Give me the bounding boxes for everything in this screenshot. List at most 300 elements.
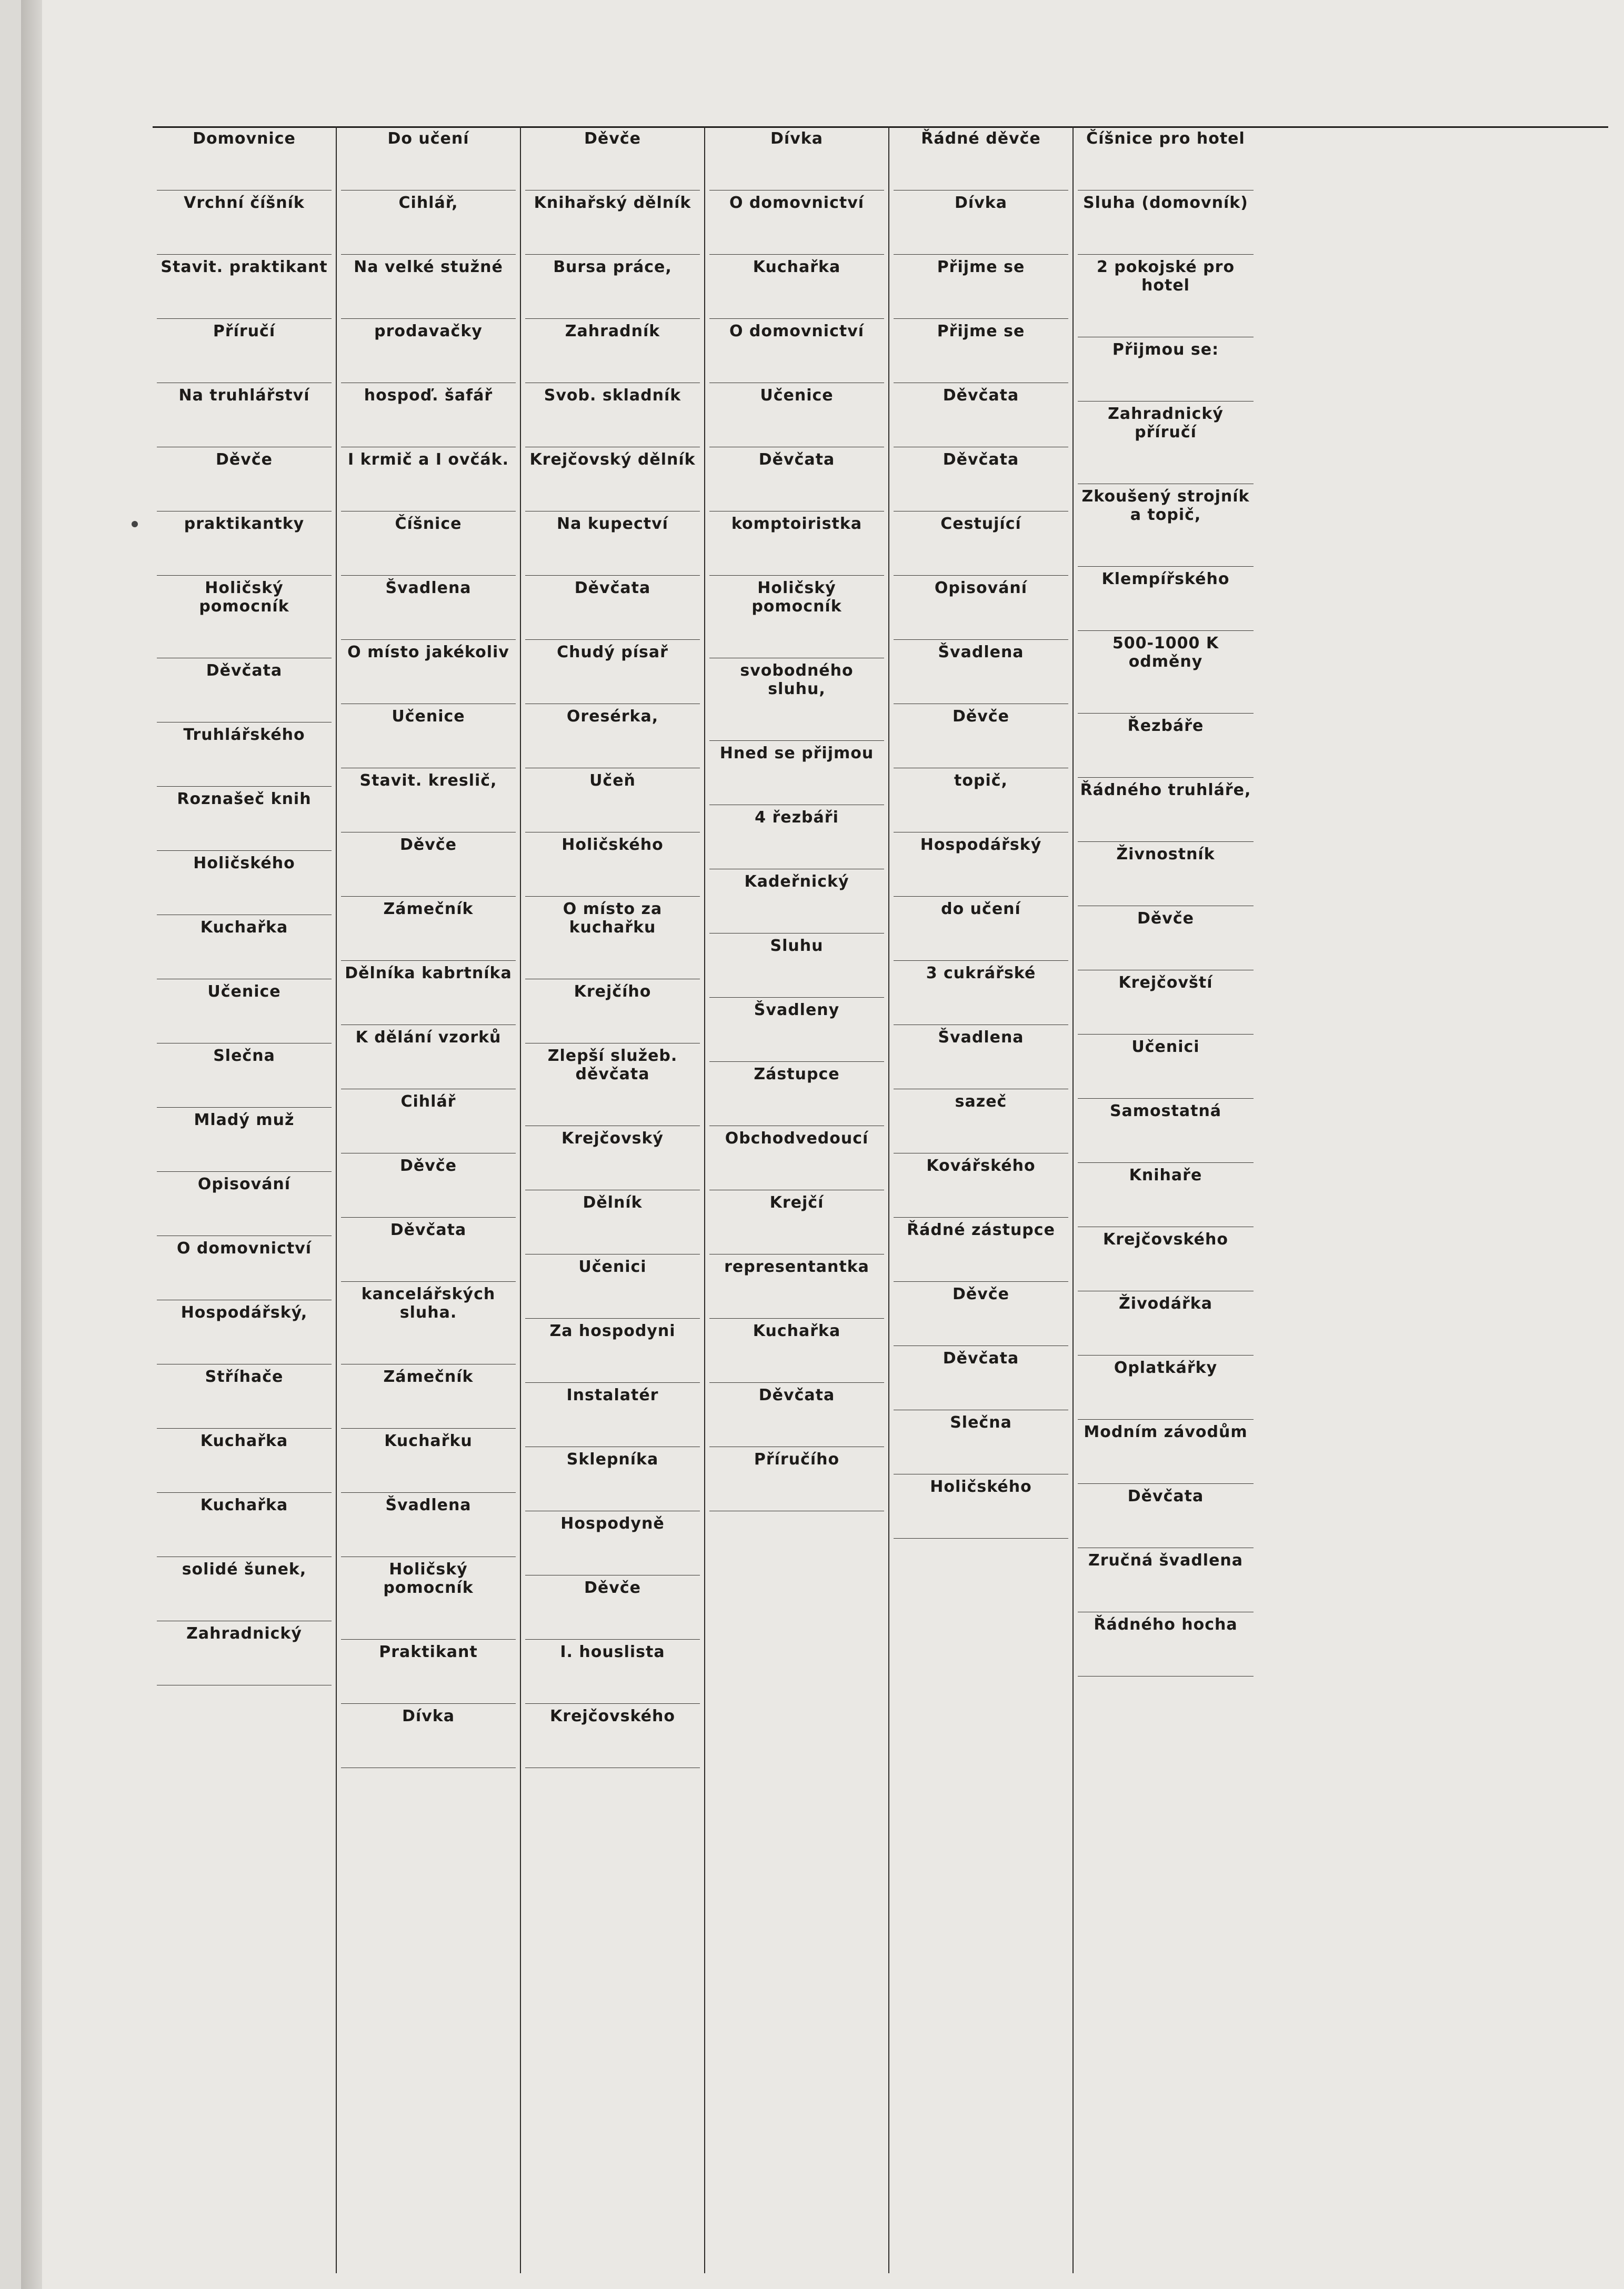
ad-body-text-illegible (525, 791, 700, 829)
ad-body-text-illegible (894, 277, 1068, 315)
ad-body-text-illegible (341, 342, 516, 379)
classified-ad (341, 383, 516, 447)
ad-body-text-illegible (157, 617, 332, 655)
ad-body-text-illegible (341, 277, 516, 315)
ad-heading: Řezbáře (1127, 717, 1204, 735)
classified-ad (341, 1704, 516, 1768)
classified-ad (1078, 255, 1254, 337)
ad-heading: Bursa práce, (553, 258, 672, 276)
ad-body-text-illegible (157, 1580, 332, 1618)
ad-body-text-illegible (525, 1534, 700, 1572)
classified-ad (709, 1126, 884, 1190)
classified-ad (709, 447, 884, 511)
classified-ad (1078, 778, 1254, 842)
ad-column (705, 126, 889, 2273)
ad-heading: Kuchařka (200, 1432, 288, 1450)
ad-heading: Za hospodyni (549, 1322, 676, 1340)
ad-heading: Zlepší služeb. děvčata (547, 1047, 678, 1083)
classified-ad (525, 1126, 700, 1190)
classified-ad (157, 511, 332, 576)
ad-heading: Na velké stužné (354, 258, 503, 276)
ad-heading: Děvčata (574, 579, 651, 597)
ad-body-text-illegible (525, 1085, 700, 1122)
classified-ad (1078, 1356, 1254, 1420)
ad-heading: Kuchařka (753, 1322, 841, 1340)
classified-ad (525, 1190, 700, 1254)
ad-body-text-illegible (1078, 589, 1254, 627)
classified-ad (894, 255, 1068, 319)
ad-heading: Děvče (1137, 909, 1194, 928)
ad-heading: Přijme se (937, 258, 1025, 276)
classified-ad (157, 915, 332, 979)
classified-ad (341, 447, 516, 511)
classified-ad (341, 1557, 516, 1640)
classified-ad (157, 1493, 332, 1557)
classified-ad (157, 1108, 332, 1172)
ad-heading: Krejčího (574, 982, 651, 1001)
ad-body-text-illegible (341, 1323, 516, 1361)
ad-body-text-illegible (709, 470, 884, 508)
classified-ad (709, 1254, 884, 1319)
ad-body-text-illegible (1078, 1186, 1254, 1223)
ad-heading: Švadlena (385, 579, 472, 597)
ad-heading: Hospodářský (920, 836, 1042, 854)
ad-heading: Učenici (578, 1258, 647, 1276)
newspaper-page (21, 0, 1624, 2289)
classified-ad (157, 126, 332, 190)
ad-heading: Řádné zástupce (907, 1221, 1055, 1239)
classified-ad (709, 998, 884, 1062)
ad-body-text-illegible (709, 764, 884, 801)
classified-ad (709, 933, 884, 998)
ad-heading: Děvče (216, 450, 273, 469)
classified-ad (157, 383, 332, 447)
classified-ad (1078, 906, 1254, 970)
ad-body-text-illegible (157, 1002, 332, 1040)
classified-ad (1078, 1484, 1254, 1548)
ad-body-text-illegible (894, 406, 1068, 444)
ad-body-text-illegible (341, 1451, 516, 1489)
ad-heading: Obchodvedoucí (725, 1129, 869, 1148)
ad-heading: Cestující (940, 515, 1021, 533)
page-binding-edge (21, 0, 42, 2289)
ad-heading: Kuchařka (200, 918, 288, 937)
ad-heading: Modním závodům (1084, 1423, 1248, 1441)
ad-heading: Přijmou se: (1112, 340, 1219, 359)
ad-body-text-illegible (894, 1433, 1068, 1471)
classified-ad (1078, 970, 1254, 1035)
classified-columns (153, 126, 1624, 2273)
classified-ad (525, 768, 700, 832)
ad-heading: Kuchařka (200, 1496, 288, 1514)
ad-body-text-illegible (525, 406, 700, 444)
classified-ad (709, 576, 884, 658)
ad-heading: Krejčovského (1103, 1230, 1228, 1249)
classified-ad (709, 1447, 884, 1511)
ad-body-text-illegible (525, 1002, 700, 1040)
ad-heading: Mladý muž (194, 1111, 295, 1129)
classified-ad (157, 851, 332, 915)
ad-body-text-illegible (525, 342, 700, 379)
classified-ad (341, 1153, 516, 1218)
ad-heading: Krejčovský (562, 1129, 664, 1148)
ad-heading: Holičský pomocník (751, 579, 842, 616)
ad-body-text-illegible (1078, 736, 1254, 774)
classified-ad (341, 832, 516, 897)
classified-ad (894, 1025, 1068, 1089)
ad-heading: solidé šunek, (182, 1560, 307, 1579)
ad-heading: Instalatér (566, 1386, 659, 1404)
classified-ad (525, 1704, 700, 1768)
ad-body-text-illegible (894, 791, 1068, 829)
classified-ad (341, 511, 516, 576)
classified-ad (1078, 1291, 1254, 1356)
ad-heading: Kuchařka (753, 258, 841, 276)
ad-heading: Holičského (562, 836, 664, 854)
ad-body-text-illegible (525, 1405, 700, 1443)
classified-ad (1078, 631, 1254, 714)
classified-ad (1078, 1227, 1254, 1291)
ad-heading: Živodářka (1119, 1294, 1212, 1313)
ad-heading: Děvčata (758, 1386, 835, 1404)
ad-body-text-illegible (525, 534, 700, 572)
ad-heading: Švadlena (385, 1496, 472, 1514)
ad-body-text-illegible (894, 1304, 1068, 1342)
classified-ad (157, 255, 332, 319)
ad-heading: Sklepníka (566, 1450, 659, 1469)
ad-heading: Řádné děvče (921, 129, 1041, 148)
ad-body-text-illegible (894, 855, 1068, 893)
classified-ad (894, 1474, 1068, 1539)
ad-body-text-illegible (1078, 672, 1254, 710)
ad-heading: svobodného sluhu, (740, 661, 854, 698)
ad-heading: Holičský pomocník (199, 579, 289, 616)
ad-heading: Krejčovský dělník (529, 450, 696, 469)
ad-heading: O místo za kuchařku (563, 900, 663, 937)
ad-heading: Domovnice (193, 129, 296, 148)
ad-heading: Knihaře (1129, 1166, 1202, 1184)
ad-body-text-illegible (709, 1405, 884, 1443)
ad-body-text-illegible (894, 662, 1068, 700)
ad-heading: Knihařský dělník (534, 194, 691, 212)
ad-body-text-illegible (894, 342, 1068, 379)
ad-body-text-illegible (709, 149, 884, 187)
ad-body-text-illegible (709, 828, 884, 866)
ad-body-text-illegible (341, 855, 516, 893)
classified-ad (1078, 190, 1254, 255)
ad-column (337, 126, 521, 2273)
classified-ad (341, 1025, 516, 1089)
ad-heading: 2 pokojské pro hotel (1096, 258, 1235, 295)
ad-body-text-illegible (525, 1662, 700, 1700)
ad-heading: representantka (724, 1258, 869, 1276)
ad-heading: komptoiristka (731, 515, 863, 533)
ad-heading: Vrchní číšník (184, 194, 305, 212)
classified-ad (894, 1218, 1068, 1282)
ad-body-text-illegible (709, 213, 884, 251)
ad-body-text-illegible (709, 1085, 884, 1122)
classified-ad (341, 1282, 516, 1364)
classified-ad (894, 704, 1068, 768)
ad-heading: Učenice (207, 982, 281, 1001)
ad-heading: O domovnictví (729, 322, 865, 340)
ad-heading: Děvčata (943, 1349, 1019, 1368)
classified-ad (341, 897, 516, 961)
ad-heading: topič, (954, 771, 1008, 790)
ad-body-text-illegible (894, 919, 1068, 957)
ad-body-text-illegible (709, 1213, 884, 1251)
ad-heading: Hospodářský, (181, 1303, 308, 1322)
ad-body-text-illegible (525, 470, 700, 508)
ad-body-text-illegible (894, 1369, 1068, 1407)
classified-ad (157, 979, 332, 1043)
classified-ad (1078, 1035, 1254, 1099)
ad-body-text-illegible (157, 470, 332, 508)
ad-heading: Dívka (402, 1707, 455, 1725)
ad-body-text-illegible (525, 1341, 700, 1379)
ad-body-text-illegible (157, 809, 332, 847)
ad-heading: Děvče (400, 836, 457, 854)
ad-body-text-illegible (341, 1387, 516, 1425)
ad-body-text-illegible (157, 1644, 332, 1682)
ad-body-text-illegible (341, 1240, 516, 1278)
ad-heading: Děvče (584, 129, 641, 148)
ad-heading: Děvče (584, 1579, 641, 1597)
ad-body-text-illegible (1078, 1507, 1254, 1544)
ad-body-text-illegible (1078, 929, 1254, 967)
ad-heading: Dívka (770, 129, 823, 148)
classified-ad (341, 255, 516, 319)
ad-heading: Švadlena (938, 643, 1024, 661)
classified-ad (157, 576, 332, 658)
classified-ad (894, 383, 1068, 447)
ad-heading: Děvče (953, 1285, 1009, 1303)
classified-ad (1078, 337, 1254, 401)
classified-ad (709, 1190, 884, 1254)
classified-ad (525, 383, 700, 447)
ad-body-text-illegible (1078, 800, 1254, 838)
ad-heading: Řádného hocha (1094, 1615, 1238, 1634)
ad-heading: Oplatkářky (1114, 1359, 1218, 1377)
ad-body-text-illegible (709, 1341, 884, 1379)
ad-heading: Cihlář, (398, 194, 458, 212)
ad-column (153, 126, 337, 2273)
ad-body-text-illegible (1078, 1057, 1254, 1095)
classified-ad (341, 1089, 516, 1153)
classified-ad (709, 319, 884, 383)
ad-heading: Oresérka, (566, 707, 659, 726)
classified-ad (525, 1319, 700, 1383)
classified-ad (525, 704, 700, 768)
ad-body-text-illegible (1078, 1635, 1254, 1673)
ad-body-text-illegible (1078, 1442, 1254, 1480)
ad-body-text-illegible (341, 1726, 516, 1764)
ad-body-text-illegible (1078, 1571, 1254, 1609)
ad-heading: Samostatná (1109, 1102, 1222, 1120)
ad-body-text-illegible (157, 534, 332, 572)
classified-ad (709, 658, 884, 741)
ad-body-text-illegible (341, 149, 516, 187)
classified-ad (525, 1511, 700, 1575)
ad-body-text-illegible (709, 406, 884, 444)
ad-body-text-illegible (709, 1149, 884, 1187)
ad-body-text-illegible (1078, 525, 1254, 563)
classified-ad (1078, 484, 1254, 567)
classified-ad (525, 1254, 700, 1319)
classified-ad (525, 447, 700, 511)
classified-ad (525, 1640, 700, 1704)
ad-body-text-illegible (525, 149, 700, 187)
ad-heading: Zámečník (383, 900, 474, 918)
classified-ad (709, 805, 884, 869)
ad-heading: O domovnictví (176, 1239, 312, 1258)
ad-body-text-illegible (525, 662, 700, 700)
ad-body-text-illegible (1078, 993, 1254, 1031)
ad-body-text-illegible (709, 892, 884, 930)
classified-ad (1078, 1163, 1254, 1227)
classified-ad (341, 1640, 516, 1704)
classified-ad (1078, 1612, 1254, 1676)
ad-body-text-illegible (525, 855, 700, 893)
ad-body-text-illegible (709, 534, 884, 572)
classified-ad (1078, 714, 1254, 778)
classified-ad (894, 832, 1068, 897)
ad-body-text-illegible (341, 662, 516, 700)
classified-ad (894, 897, 1068, 961)
ad-body-text-illegible (894, 470, 1068, 508)
ad-heading: Sluhu (770, 937, 824, 955)
ad-heading: Hospodyně (560, 1514, 665, 1533)
ad-body-text-illegible (525, 727, 700, 765)
classified-ad (709, 383, 884, 447)
ad-heading: Zkoušený strojník a topič, (1081, 487, 1250, 524)
ad-body-text-illegible (157, 213, 332, 251)
classified-ad (341, 704, 516, 768)
classified-ad (157, 787, 332, 851)
classified-ad (894, 126, 1068, 190)
classified-ad (525, 1575, 700, 1640)
ad-body-text-illegible (525, 1726, 700, 1764)
ad-heading: Chudý písař (557, 643, 668, 661)
ad-body-text-illegible (157, 1194, 332, 1232)
page-header-area (153, 21, 1608, 128)
classified-ad (894, 768, 1068, 832)
ad-heading: praktikantky (184, 515, 305, 533)
ad-heading: Slečna (950, 1413, 1012, 1432)
ad-heading: Švadlena (938, 1028, 1024, 1047)
classified-ad (709, 1062, 884, 1126)
ad-heading: 3 cukrářské (926, 964, 1036, 982)
ad-body-text-illegible (894, 149, 1068, 187)
classified-ad (525, 897, 700, 979)
ad-heading: Krejčovští (1118, 973, 1213, 992)
ad-body-text-illegible (709, 1020, 884, 1058)
ad-body-text-illegible (525, 1149, 700, 1187)
classified-ad (157, 1621, 332, 1685)
classified-ad (157, 319, 332, 383)
ad-body-text-illegible (157, 1323, 332, 1361)
ad-body-text-illegible (525, 598, 700, 636)
classified-ad (341, 1429, 516, 1493)
ad-heading: Stavit. praktikant (161, 258, 328, 276)
ad-body-text-illegible (525, 1470, 700, 1508)
ad-heading: Svob. skladník (544, 386, 681, 405)
ad-column (889, 126, 1074, 2273)
ad-heading: Učeň (589, 771, 636, 790)
classified-ad (709, 126, 884, 190)
classified-ad (709, 1383, 884, 1447)
ad-body-text-illegible (709, 277, 884, 315)
ad-heading: Krejčí (769, 1193, 824, 1212)
ad-heading: Sluha (domovník) (1083, 194, 1248, 212)
classified-ad (157, 1364, 332, 1429)
classified-ad (709, 1319, 884, 1383)
ad-heading: Opisování (197, 1175, 291, 1193)
ad-body-text-illegible (894, 983, 1068, 1021)
classified-ad (894, 576, 1068, 640)
classified-ad (157, 1300, 332, 1364)
classified-ad (525, 511, 700, 576)
ad-heading: Dělníka kabrtníka (345, 964, 512, 982)
ad-heading: Děvčata (206, 661, 283, 680)
ad-body-text-illegible (341, 1048, 516, 1086)
classified-ad (525, 190, 700, 255)
classified-ad (894, 640, 1068, 704)
ad-body-text-illegible (1078, 1314, 1254, 1352)
ad-body-text-illegible (157, 681, 332, 719)
ad-body-text-illegible (525, 1598, 700, 1636)
ad-heading: Roznašeč knih (177, 790, 312, 808)
ad-heading: 4 řezbáři (755, 808, 839, 827)
ad-heading: Učenice (760, 386, 834, 405)
ad-body-text-illegible (341, 213, 516, 251)
classified-ad (709, 190, 884, 255)
ad-heading: Zručná švadlena (1088, 1551, 1244, 1570)
ad-body-text-illegible (709, 699, 884, 737)
ad-body-text-illegible (709, 1470, 884, 1508)
classified-ad (709, 511, 884, 576)
ad-body-text-illegible (157, 938, 332, 976)
ad-body-text-illegible (1078, 149, 1254, 187)
ad-column (1074, 126, 1258, 2273)
ad-heading: Krejčovského (550, 1707, 675, 1725)
classified-ad (157, 1043, 332, 1108)
ad-body-text-illegible (894, 534, 1068, 572)
ad-heading: Zahradník (565, 322, 660, 340)
ad-heading: Dívka (955, 194, 1007, 212)
ad-body-text-illegible (157, 1387, 332, 1425)
ad-body-text-illegible (157, 745, 332, 783)
ad-body-text-illegible (341, 1662, 516, 1700)
ad-heading: Děvče (400, 1157, 457, 1175)
classified-ad (157, 1429, 332, 1493)
ad-body-text-illegible (157, 1259, 332, 1297)
ad-heading: Děvčata (943, 386, 1019, 405)
ad-heading: I krmič a I ovčák. (348, 450, 509, 469)
ad-heading: Přijme se (937, 322, 1025, 340)
ad-heading: Číšnice pro hotel (1086, 129, 1245, 148)
classified-ad (341, 1493, 516, 1557)
classified-ad (341, 961, 516, 1025)
ad-heading: Cihlář (400, 1092, 456, 1111)
classified-ad (1078, 1548, 1254, 1612)
ad-heading: kancelářských sluha. (361, 1285, 496, 1322)
ad-body-text-illegible (894, 1112, 1068, 1150)
ad-heading: Děvčata (1127, 1487, 1204, 1505)
ad-body-text-illegible (157, 406, 332, 444)
ad-body-text-illegible (709, 342, 884, 379)
ad-body-text-illegible (1078, 360, 1254, 398)
